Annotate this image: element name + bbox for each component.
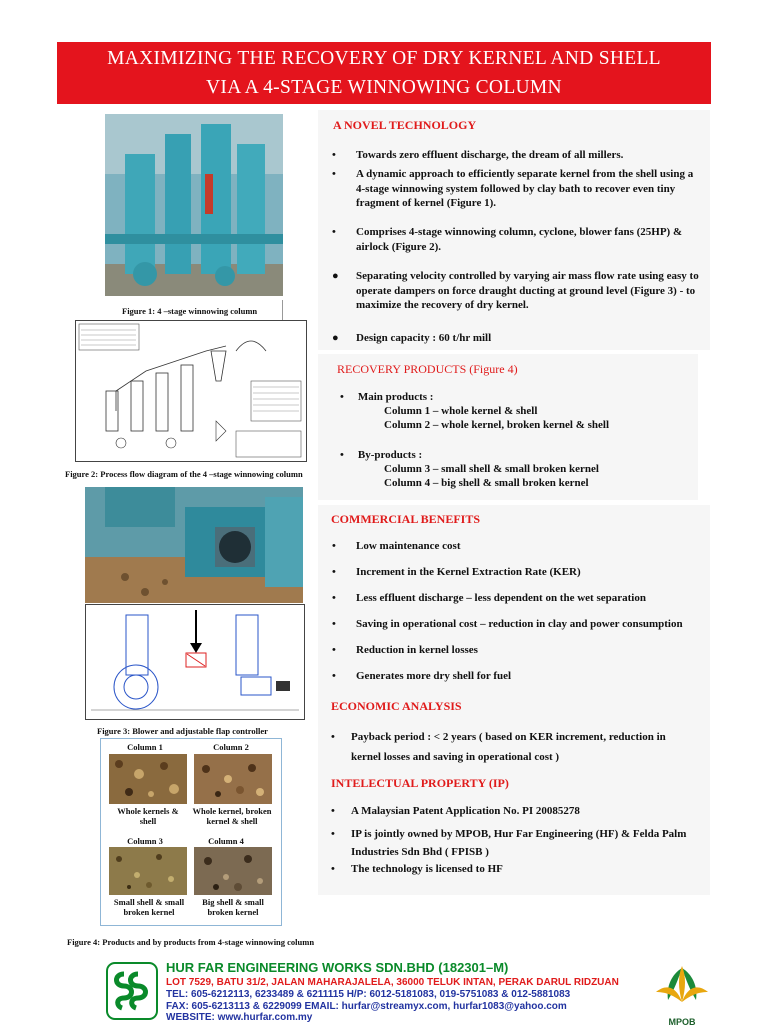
- figure-2-diagram: [75, 320, 307, 462]
- list-item: ● Design capacity : 60 t/hr mill: [332, 332, 492, 344]
- products-grid: [100, 738, 282, 926]
- list-item: • A dynamic approach to efficiently separate kernel from the shell using a 4-stage winnowing system followed by clay bath to recover even tiny fragment of kernel (Figure 1).: [332, 168, 694, 209]
- list-item: • Towards zero effluent discharge, the dream of all millers.: [332, 149, 624, 161]
- main-item-2: Column 2 – whole kernel, broken kernel & shell: [384, 419, 610, 431]
- list-item: • IP is jointly owned by MPOB, Hur Far Engineering (HF) & Felda Palm Industries Sdn Bhd ( FPISB ): [331, 828, 687, 858]
- list-item: • The technology is licensed to HF: [331, 863, 503, 875]
- list-item: • A Malaysian Patent Application No. PI 20085278: [331, 805, 580, 817]
- figure-3-caption: Figure 3: Blower and adjustable flap controller: [97, 726, 268, 736]
- recovery-products-heading: RECOVERY PRODUCTS (Figure 4): [337, 362, 518, 376]
- list-item: • Payback period : < 2 years ( based on KER increment, reduction in kernel losses and saving in operational cost ): [331, 731, 666, 763]
- column-3-label: Column 3: [127, 836, 163, 846]
- company-fax-email: FAX: 605-6213113 & 6229099 EMAIL: hurfar@streamyx.com, hurfar1083@yahoo.com: [166, 1001, 567, 1012]
- novel-technology-heading: A NOVEL TECHNOLOGY: [333, 118, 477, 132]
- column-4-photo: [194, 847, 272, 895]
- list-item: • Low maintenance cost: [332, 540, 461, 552]
- mpob-logo-text: MPOB: [668, 1017, 696, 1027]
- figure-1-divider: [282, 300, 283, 320]
- commercial-benefits-heading: COMMERCIAL BENEFITS: [331, 512, 481, 526]
- title-line-1: MAXIMIZING THE RECOVERY OF DRY KERNEL AND SHELL: [107, 48, 661, 69]
- column-4-desc: Big shell & small broken kernel: [202, 897, 264, 917]
- column-2-desc: Whole kernel, broken kernel & shell: [192, 806, 272, 826]
- column-1-desc: Whole kernels & shell: [117, 806, 179, 826]
- figure-4-caption: Figure 4: Products and by products from 4-stage winnowing column: [67, 937, 315, 947]
- company-address: LOT 7529, BATU 31/2, JALAN MAHARAJALELA, 36000 TELUK INTAN, PERAK DARUL RIDZUAN: [166, 977, 619, 988]
- list-item: • Increment in the Kernel Extraction Rate (KER): [332, 566, 581, 578]
- column-4-label: Column 4: [208, 836, 244, 846]
- company-name: HUR FAR ENGINEERING WORKS SDN.BHD (182301–M): [166, 960, 509, 975]
- figure-1-photo: [105, 114, 283, 296]
- list-item: • Saving in operational cost – reduction in clay and power consumption: [332, 618, 683, 630]
- mpob-logo: [648, 962, 716, 1027]
- list-item: • Generates more dry shell for fuel: [332, 670, 512, 682]
- by-item-1: Column 3 – small shell & small broken kernel: [384, 463, 599, 475]
- figure-2-caption: Figure 2: Process flow diagram of the 4 –stage winnowing column: [65, 469, 303, 479]
- column-2-label: Column 2: [213, 742, 249, 752]
- column-1-photo: [109, 754, 187, 804]
- company-tel: TEL: 605-6212113, 6233489 & 6211115 H/P: 6012-5181083, 019-5751083 & 012-5881083: [166, 989, 571, 1000]
- company-logo: [106, 962, 158, 1020]
- list-item: • Comprises 4-stage winnowing column, cyclone, blower fans (25HP) & airlock (Figure 2).: [332, 226, 683, 253]
- column-3-desc: Small shell & small broken kernel: [113, 897, 185, 917]
- by-products-label: By-products :: [357, 449, 423, 461]
- figure-1-caption: Figure 1: 4 –stage winnowing column: [122, 306, 258, 316]
- main-products-label: Main products :: [357, 391, 434, 403]
- column-1-label: Column 1: [127, 742, 163, 752]
- company-website: WEBSITE: www.hurfar.com.my: [166, 1012, 313, 1023]
- ip-heading: INTELECTUAL PROPERTY (IP): [331, 776, 509, 790]
- economic-analysis-heading: ECONOMIC ANALYSIS: [331, 699, 462, 713]
- column-2-photo: [194, 754, 272, 804]
- title-line-2: VIA A 4-STAGE WINNOWING COLUMN: [206, 77, 562, 98]
- title-banner: [57, 42, 711, 104]
- main-item-1: Column 1 – whole kernel & shell: [384, 405, 538, 417]
- column-3-photo: [109, 847, 187, 895]
- list-item: ● Separating velocity controlled by varying air mass flow rate using easy to operate dampers on force draught ducting at ground level (Figure 3) - to maximize the recovery of dry kernel.: [332, 270, 699, 311]
- by-item-2: Column 4 – big shell & small broken kernel: [384, 477, 589, 489]
- list-item: • Less effluent discharge – less dependent on the wet separation: [332, 592, 646, 604]
- main-products: • Main products : Column 1 – whole kernel & shell Column 2 – whole kernel, broken kernel & shell: [340, 391, 610, 431]
- list-item: • Reduction in kernel losses: [332, 644, 478, 656]
- by-products: • By-products : Column 3 – small shell & small broken kernel Column 4 – big shell & small broken kernel: [340, 449, 599, 489]
- figure-3-photo: [85, 487, 303, 603]
- figure-3-schematic: [85, 604, 305, 720]
